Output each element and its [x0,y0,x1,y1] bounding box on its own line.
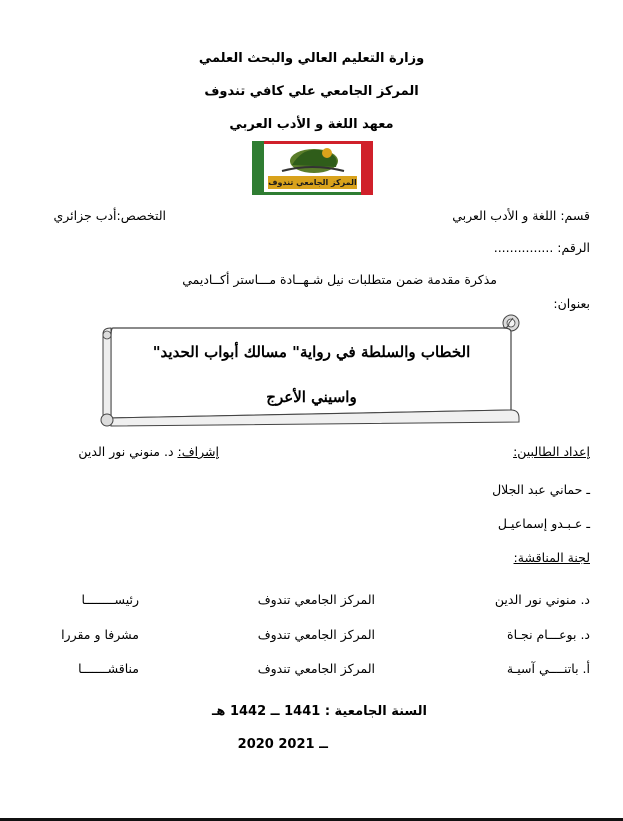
ministry-name: وزارة التعليم العالي والبحث العلمي [198,51,425,66]
committee-name-3: أ. باتنــــي آسيـة [506,661,590,676]
committee-role-3: مناقشـــــــا [78,661,139,676]
university-center-name: المركز الجامعي علي كافي تندوف [204,84,419,99]
thesis-title-line2: واسيني الأعرج [266,388,357,406]
specialty-label: التخصص:أدب جزائري [53,208,166,223]
academic-year-gregorian: 2020 ــ 2021 [237,737,328,752]
supervisor-name: د. منوني نور الدين [78,444,178,459]
committee-role-2: مشرفا و مقررا [61,627,139,642]
committee-role-1: رئيســــــــا [81,592,139,607]
thesis-title-line1: الخطاب والسلطة في رواية" مسالك أبواب الحديد" [152,343,471,361]
thesis-note: مذكرة مقدمة ضمن متطلبات نيل شـهــادة مـــاستر أكــاديمي [182,272,497,287]
students-label: إعداد الطالبين: [513,444,590,459]
logo-text: المركز الجامعي تندوف [268,178,357,187]
committee-name-2: د. بوعـــام نجـاة [507,627,590,642]
student-2: ـ عـبـدو إسماعيـل [497,516,590,531]
committee-institution-1: المركز الجامعي تندوف [257,592,375,607]
reference-number: الرقم: ............... [493,240,590,255]
committee-institution-2: المركز الجامعي تندوف [257,627,375,642]
department-label: قسم: اللغة و الأدب العربي [452,208,590,223]
supervisor-line [78,444,219,459]
supervisor-label: إشراف: [177,444,219,459]
title-scroll-frame [93,314,523,434]
committee-name-1: د. منوني نور الدين [494,592,590,607]
committee-institution-3: المركز الجامعي تندوف [257,661,375,676]
academic-year-hijri: السنة الجامعية : 1441 ــ 1442 هـ [211,704,427,719]
student-1: ـ حماني عبد الجلال [492,482,590,497]
committee-label: لجنة المناقشة: [513,550,590,565]
institute-name: معهد اللغة و الأدب العربي [229,117,394,132]
university-logo [252,141,373,195]
title-label: بعنوان: [553,296,590,311]
